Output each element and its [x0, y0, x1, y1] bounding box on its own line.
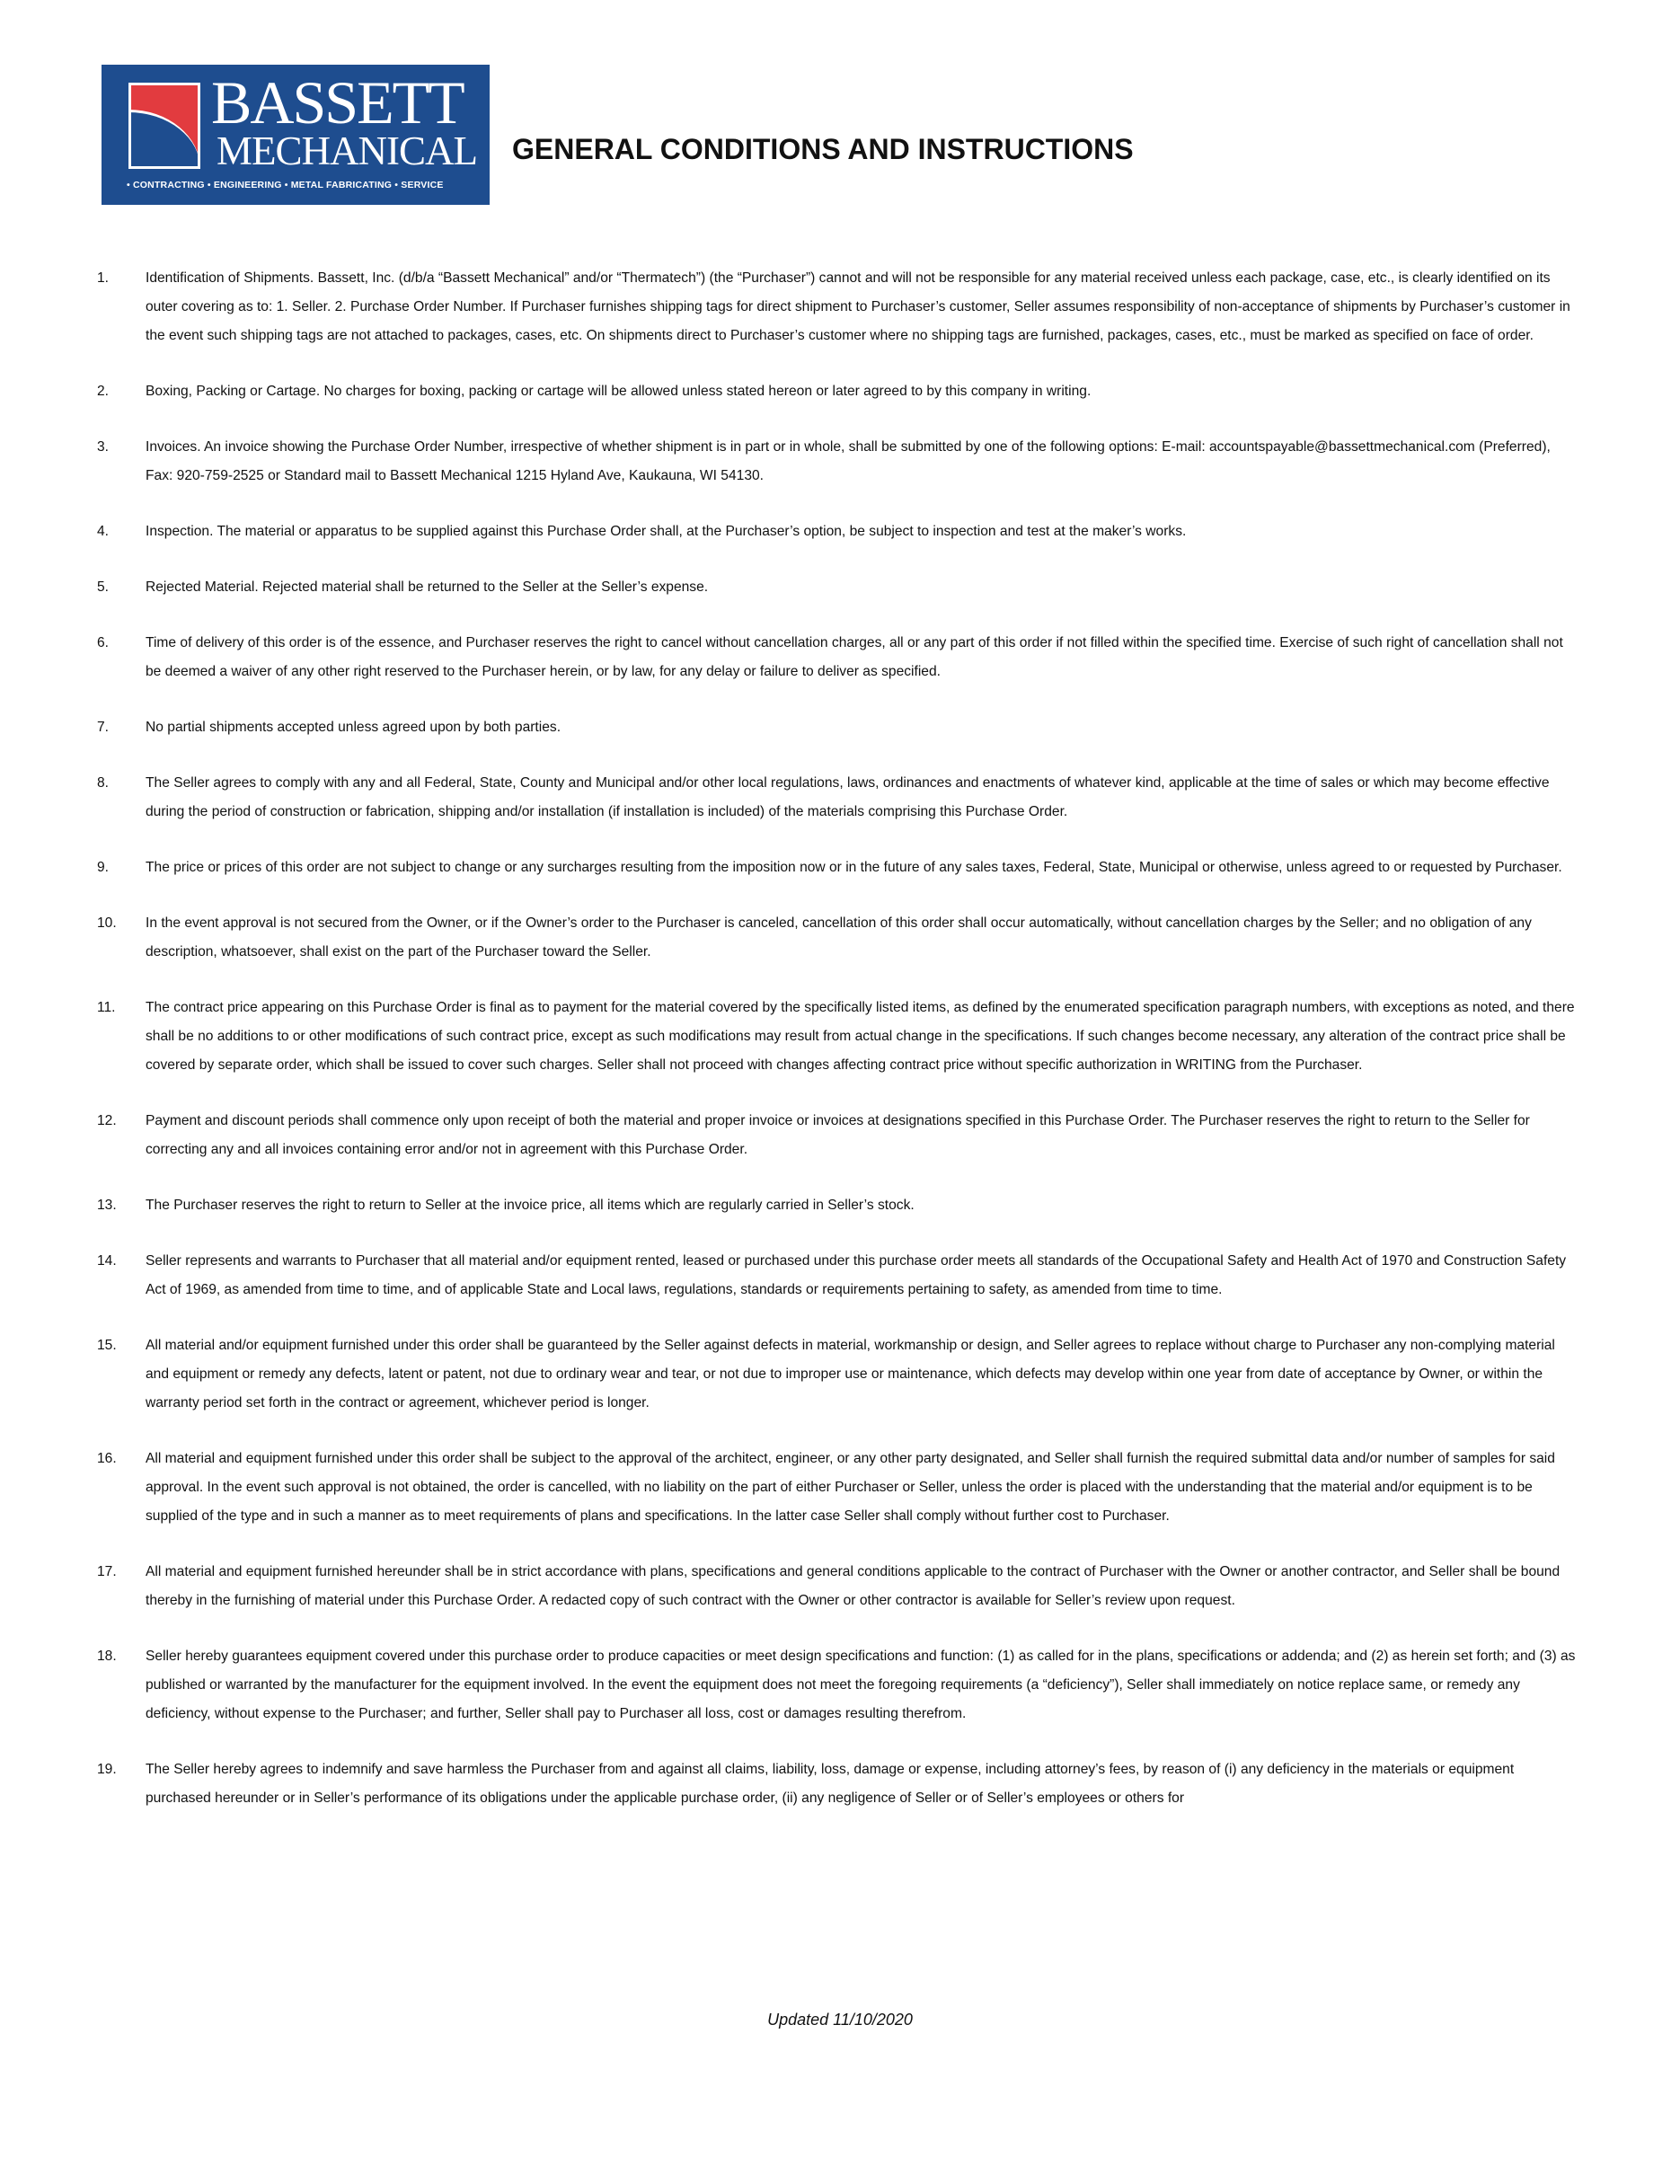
term-number: 19. — [97, 1762, 117, 1777]
term-item — [97, 1558, 1579, 1615]
term-number: 1. — [97, 270, 110, 286]
term-text: Invoices. An invoice showing the Purchase Order Number, irrespective of whether shipment is in part or in whole, shall be submitted by one of the following options: E-mail: accountspayable@bassettmechanical.com (Preferred), Fax: 920-759-2525 or Standard mail to Bassett Mechanical 1215 Hyland Ave, Kaukauna, WI 54130. — [146, 439, 1551, 483]
term-item — [97, 1755, 1579, 1813]
term-text: Time of delivery of this order is of the essence, and Purchaser reserves the right to cancel without cancellation charges, all or any part of this order if not filled within the specified time. Exercise of such right of cancellation shall not be deemed a waiver of any other right reserved to the Purchaser herein, or by law, for any delay or failure to deliver as specified. — [146, 635, 1563, 679]
term-item — [97, 1445, 1579, 1531]
term-number: 12. — [97, 1113, 117, 1128]
terms-list — [97, 264, 1579, 1840]
term-text: All material and equipment furnished under this order shall be subject to the approval of the architect, engineer, or any other party designated, and Seller shall furnish the required submittal data and/or number of samples for said approval. In the event such approval is not obtained, the order is cancelled, with no liability on the part of either Purchaser or Seller, unless the order is placed with the understanding that the material and/or equipment is to be supplied of the type and in such a manner as to meet requirements of plans and specifications. In the latter case Seller shall comply without further cost to Purchaser. — [146, 1451, 1555, 1524]
term-text: The contract price appearing on this Purchase Order is final as to payment for the material covered by the specifically listed items, as defined by the enumerated specification paragraph numbers, with exceptions as noted, and there shall be no additions to or other modifications of such contract price, except as such modifications may result from actual change in the specifications. If such changes become necessary, any alteration of the contract price shall be covered by separate order, which shall be issued to cover such charges. Seller shall not proceed with changes affecting contract price without specific authorization in WRITING from the Purchaser. — [146, 1000, 1575, 1073]
term-text: Inspection. The material or apparatus to be supplied against this Purchase Order shall, at the Purchaser’s option, be subject to inspection and test at the maker’s works. — [146, 524, 1187, 539]
page-title: GENERAL CONDITIONS AND INSTRUCTIONS — [512, 133, 1134, 165]
company-logo — [102, 65, 490, 205]
term-text: Identification of Shipments. Bassett, Inc. (d/b/a “Bassett Mechanical” and/or “Thermatech”) (the “Purchaser”) cannot and will not be responsible for any material received unless each package, case, etc., is clearly identified on its outer covering as to: 1. Seller. 2. Purchase Order Number. If Purchaser furnishes shipping tags for direct shipment to Purchaser’s customer, Seller assumes responsibility of non-acceptance of shipments by Purchaser’s customer in the event such shipping tags are not attached to packages, cases, etc. On shipments direct to Purchaser’s customer where no shipping tags are furnished, packages, cases, etc., must be marked as specified on face of order. — [146, 270, 1570, 343]
term-item — [97, 713, 1579, 742]
term-text: Payment and discount periods shall commence only upon receipt of both the material and proper invoice or invoices at designations specified in this Purchase Order. The Purchaser reserves the right to return to the Seller for correcting any and all invoices containing error and/or not in agreement with this Purchase Order. — [146, 1113, 1530, 1157]
term-number: 14. — [97, 1253, 117, 1269]
term-text: Seller hereby guarantees equipment covered under this purchase order to produce capacities or meet design specifications and function: (1) as called for in the plans, specifications or addenda; and (2) as herein set forth; and (3) as published or warranted by the manufacturer for the equipment involved. In the event the equipment does not meet the foregoing requirements (a “deficiency”), Seller shall immediately on notice replace same, or remedy any deficiency, without expense to the Purchaser; and further, Seller shall pay to Purchaser all loss, cost or damages resulting therefrom. — [146, 1649, 1576, 1721]
term-item — [97, 264, 1579, 350]
term-item — [97, 629, 1579, 686]
term-text: Rejected Material. Rejected material shall be returned to the Seller at the Seller’s expense. — [146, 579, 709, 595]
logo-subname: MECHANICAL — [217, 128, 477, 173]
term-text: The Seller hereby agrees to indemnify and save harmless the Purchaser from and against all claims, liability, loss, damage or expense, including attorney’s fees, by reason of (i) any deficiency in the materials or equipment purchased hereunder or in Seller’s performance of its obligations under the applicable purchase order, (ii) any negligence of Seller or of Seller’s employees or others for — [146, 1762, 1515, 1806]
logo-name: BASSETT — [211, 68, 464, 137]
term-number: 6. — [97, 635, 110, 650]
term-item — [97, 769, 1579, 827]
term-number: 18. — [97, 1649, 117, 1664]
term-item — [97, 377, 1579, 406]
term-number: 3. — [97, 439, 110, 455]
term-number: 7. — [97, 720, 110, 735]
term-item — [97, 1331, 1579, 1418]
term-item — [97, 1107, 1579, 1164]
term-item — [97, 909, 1579, 967]
updated-date: Updated 11/10/2020 — [767, 2011, 913, 2029]
term-text: The price or prices of this order are not subject to change or any surcharges resulting from the imposition now or in the future of any sales taxes, Federal, State, Municipal or otherwise, unless agreed to or requested by Purchaser. — [146, 860, 1562, 875]
term-number: 9. — [97, 860, 110, 875]
term-number: 2. — [97, 384, 110, 399]
term-text: In the event approval is not secured from the Owner, or if the Owner’s order to the Purchaser is canceled, cancellation of this order shall occur automatically, without cancellation charges by the Seller; and no obligation of any description, whatsoever, shall exist on the part of the Purchaser toward the Seller. — [146, 915, 1532, 959]
term-number: 13. — [97, 1198, 117, 1213]
term-number: 8. — [97, 775, 110, 791]
logo-emblem-icon — [128, 83, 200, 169]
term-number: 11. — [97, 1000, 116, 1015]
term-item — [97, 433, 1579, 491]
term-number: 5. — [97, 579, 110, 595]
term-text: Boxing, Packing or Cartage. No charges for boxing, packing or cartage will be allowed unless stated hereon or later agreed to by this company in writing. — [146, 384, 1092, 399]
term-item — [97, 573, 1579, 602]
term-number: 17. — [97, 1564, 117, 1579]
term-item — [97, 853, 1579, 882]
term-number: 16. — [97, 1451, 117, 1466]
term-item — [97, 1247, 1579, 1304]
term-item — [97, 994, 1579, 1080]
term-text: The Seller agrees to comply with any and all Federal, State, County and Municipal and/or other local regulations, laws, ordinances and enactments of whatever kind, applicable at the time of sales or which may become effective during the period of construction or fabrication, shipping and/or installation (if installation is included) of the materials comprising this Purchase Order. — [146, 775, 1550, 819]
term-number: 4. — [97, 524, 110, 539]
term-item — [97, 1642, 1579, 1729]
term-item — [97, 517, 1579, 546]
term-text: All material and equipment furnished hereunder shall be in strict accordance with plans, specifications and general conditions applicable to the contract of Purchaser with the Owner or another contractor, and Seller shall be bound thereby in the furnishing of material under this Purchase Order. A redacted copy of such contract with the Owner or other contractor is available for Seller’s review upon request. — [146, 1564, 1561, 1608]
term-number: 10. — [97, 915, 117, 931]
term-text: The Purchaser reserves the right to return to Seller at the invoice price, all items which are regularly carried in Seller’s stock. — [146, 1198, 915, 1213]
term-item — [97, 1191, 1579, 1220]
term-text: All material and/or equipment furnished under this order shall be guaranteed by the Seller against defects in material, workmanship or design, and Seller agrees to replace without charge to Purchaser any non-complying material and equipment or remedy any defects, latent or patent, not due to ordinary wear and tear, or not due to improper use or maintenance, which defects may develop within one year from date of acceptance by Owner, or within the warranty period set forth in the contract or agreement, whichever period is longer. — [146, 1338, 1555, 1410]
term-text: No partial shipments accepted unless agreed upon by both parties. — [146, 720, 561, 735]
logo-tagline: • CONTRACTING • ENGINEERING • METAL FABRICATING • SERVICE — [127, 180, 444, 190]
term-number: 15. — [97, 1338, 117, 1353]
term-text: Seller represents and warrants to Purchaser that all material and/or equipment rented, leased or purchased under this purchase order meets all standards of the Occupational Safety and Health Act of 1970 and Construction Safety Act of 1969, as amended from time to time, and of applicable State and Local laws, regulations, standards or requirements pertaining to safety, as amended from time to time. — [146, 1253, 1567, 1297]
